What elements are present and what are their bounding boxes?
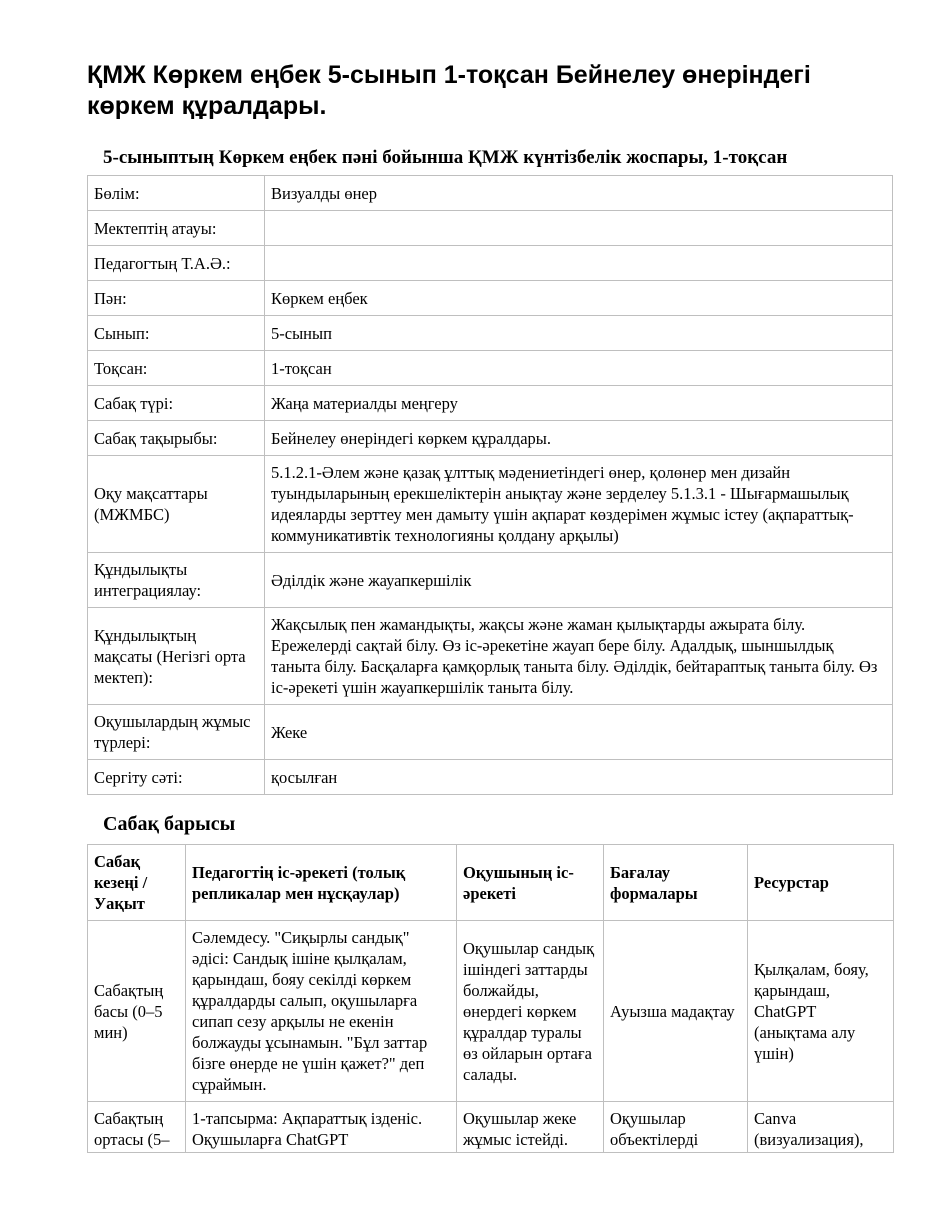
info-label: Сынып: [88, 316, 265, 351]
lesson-flow-title: Сабақ барысы [103, 813, 236, 835]
info-label: Құндылықты интеграциялау: [88, 553, 265, 608]
info-value: 1-тоқсан [265, 351, 893, 386]
info-row-teacher [88, 246, 893, 281]
document-title: ҚМЖ Көркем еңбек 5-сынып 1-тоқсан Бейнелеу өнеріндегі көркем құралдары. [87, 61, 811, 120]
info-label: Құндылықтың мақсаты (Негізгі орта мектеп): [88, 608, 265, 705]
info-row-subject [88, 281, 893, 316]
info-label: Пән: [88, 281, 265, 316]
header-resources: Ресурстар [748, 845, 894, 921]
resources-cell: Canva (визуализация), [748, 1102, 894, 1153]
info-label: Сергіту сәті: [88, 760, 265, 795]
info-row-warmup [88, 760, 893, 795]
info-value: Визуалды өнер [265, 176, 893, 211]
header-teacher-actions: Педагогтің іс-әрекеті (толық репликалар мен нұсқаулар) [186, 845, 457, 921]
info-row-quarter [88, 351, 893, 386]
info-row-lesson-type [88, 386, 893, 421]
info-value: Көркем еңбек [265, 281, 893, 316]
info-row-school [88, 211, 893, 246]
assessment-cell: Оқушылар объектілерді [604, 1102, 748, 1153]
info-label: Бөлім: [88, 176, 265, 211]
header-student-actions: Оқушының іс-әрекеті [457, 845, 604, 921]
info-value [265, 211, 893, 246]
info-value: Жеке [265, 705, 893, 760]
stage-cell: Сабақтың ортасы (5– [88, 1102, 186, 1153]
teacher-action-cell: 1-тапсырма: Ақпараттық ізденіс. Оқушыларға ChatGPT [186, 1102, 457, 1153]
info-row-value-goal [88, 608, 893, 705]
info-value: Жақсылық пен жамандықты, жақсы және жаман қылықтарды ажырата білу. Ережелерді сақтай білу. Өз іс-әрекетіне жауап бере білу. Адалдық, шыншылдық таныта білу. Басқаларға қамқорлық таныта білу. Әділдік, бейтараптық таныта білу. Өз іс-әрекеті үшін жауапкершілік таныта білу. [265, 608, 893, 705]
info-value: 5-сынып [265, 316, 893, 351]
plan-table-title: 5-сыныптың Көркем еңбек пәні бойынша ҚМЖ күнтізбелік жоспары, 1-тоқсан [103, 147, 788, 168]
teacher-action-cell: Сәлемдесу. "Сиқырлы сандық" әдісі: Сандық ішіне қылқалам, қарындаш, бояу секілді көркем құралдарды салып, оқушыларға сипап сезу арқылы не екенін болжауды ұсынамын. "Бұл заттар бізге өнерде не үшін қажет?" деп сұраймын. [186, 921, 457, 1102]
info-label: Мектептің атауы: [88, 211, 265, 246]
info-row-section [88, 176, 893, 211]
info-value [265, 246, 893, 281]
info-value: 5.1.2.1-Әлем және қазақ ұлттық мәдениетіндегі өнер, қолөнер мен дизайн туындыларының ерекшеліктерін анықтау және зерделеу 5.1.3.1 - Шығармашылық идеяларды зерттеу мен дамыту үшін ақпарат көздерімен жұмыс істеу (ақпараттық-коммуникативтік технологияны қолдану арқылы) [265, 456, 893, 553]
stage-cell: Сабақтың басы (0–5 мин) [88, 921, 186, 1102]
header-assessment: Бағалау формалары [604, 845, 748, 921]
info-label: Сабақ тақырыбы: [88, 421, 265, 456]
student-action-cell: Оқушылар сандық ішіндегі заттарды болжайды, өнердегі көркем құралдар туралы өз ойларын ортаға салады. [457, 921, 604, 1102]
document-page [87, 0, 893, 1153]
info-label: Педагогтың Т.А.Ә.: [88, 246, 265, 281]
lesson-header-row [88, 845, 894, 921]
info-value: Жаңа материалды меңгеру [265, 386, 893, 421]
header-stage-time: Сабақ кезеңі / Уақыт [88, 845, 186, 921]
page-bottom-margin [0, 1163, 935, 1223]
info-row-grade [88, 316, 893, 351]
resources-cell: Қылқалам, бояу, қарындаш, ChatGPT (анықтама алу үшін) [748, 921, 894, 1102]
info-label: Сабақ түрі: [88, 386, 265, 421]
student-action-cell: Оқушылар жеке жұмыс істейді. [457, 1102, 604, 1153]
info-label: Тоқсан: [88, 351, 265, 386]
lesson-flow-table [87, 844, 894, 1153]
table-row [88, 1102, 894, 1153]
assessment-cell: Ауызша мадақтау [604, 921, 748, 1102]
info-row-value-integration [88, 553, 893, 608]
info-label: Оқушылардың жұмыс түрлері: [88, 705, 265, 760]
info-value: қосылған [265, 760, 893, 795]
info-label: Оқу мақсаттары (МЖМБС) [88, 456, 265, 553]
lesson-info-table [87, 175, 893, 795]
info-row-lesson-topic [88, 421, 893, 456]
table-row [88, 921, 894, 1102]
info-value: Әділдік және жауапкершілік [265, 553, 893, 608]
info-value: Бейнелеу өнеріндегі көркем құралдары. [265, 421, 893, 456]
info-row-work-types [88, 705, 893, 760]
info-row-learning-objectives [88, 456, 893, 553]
